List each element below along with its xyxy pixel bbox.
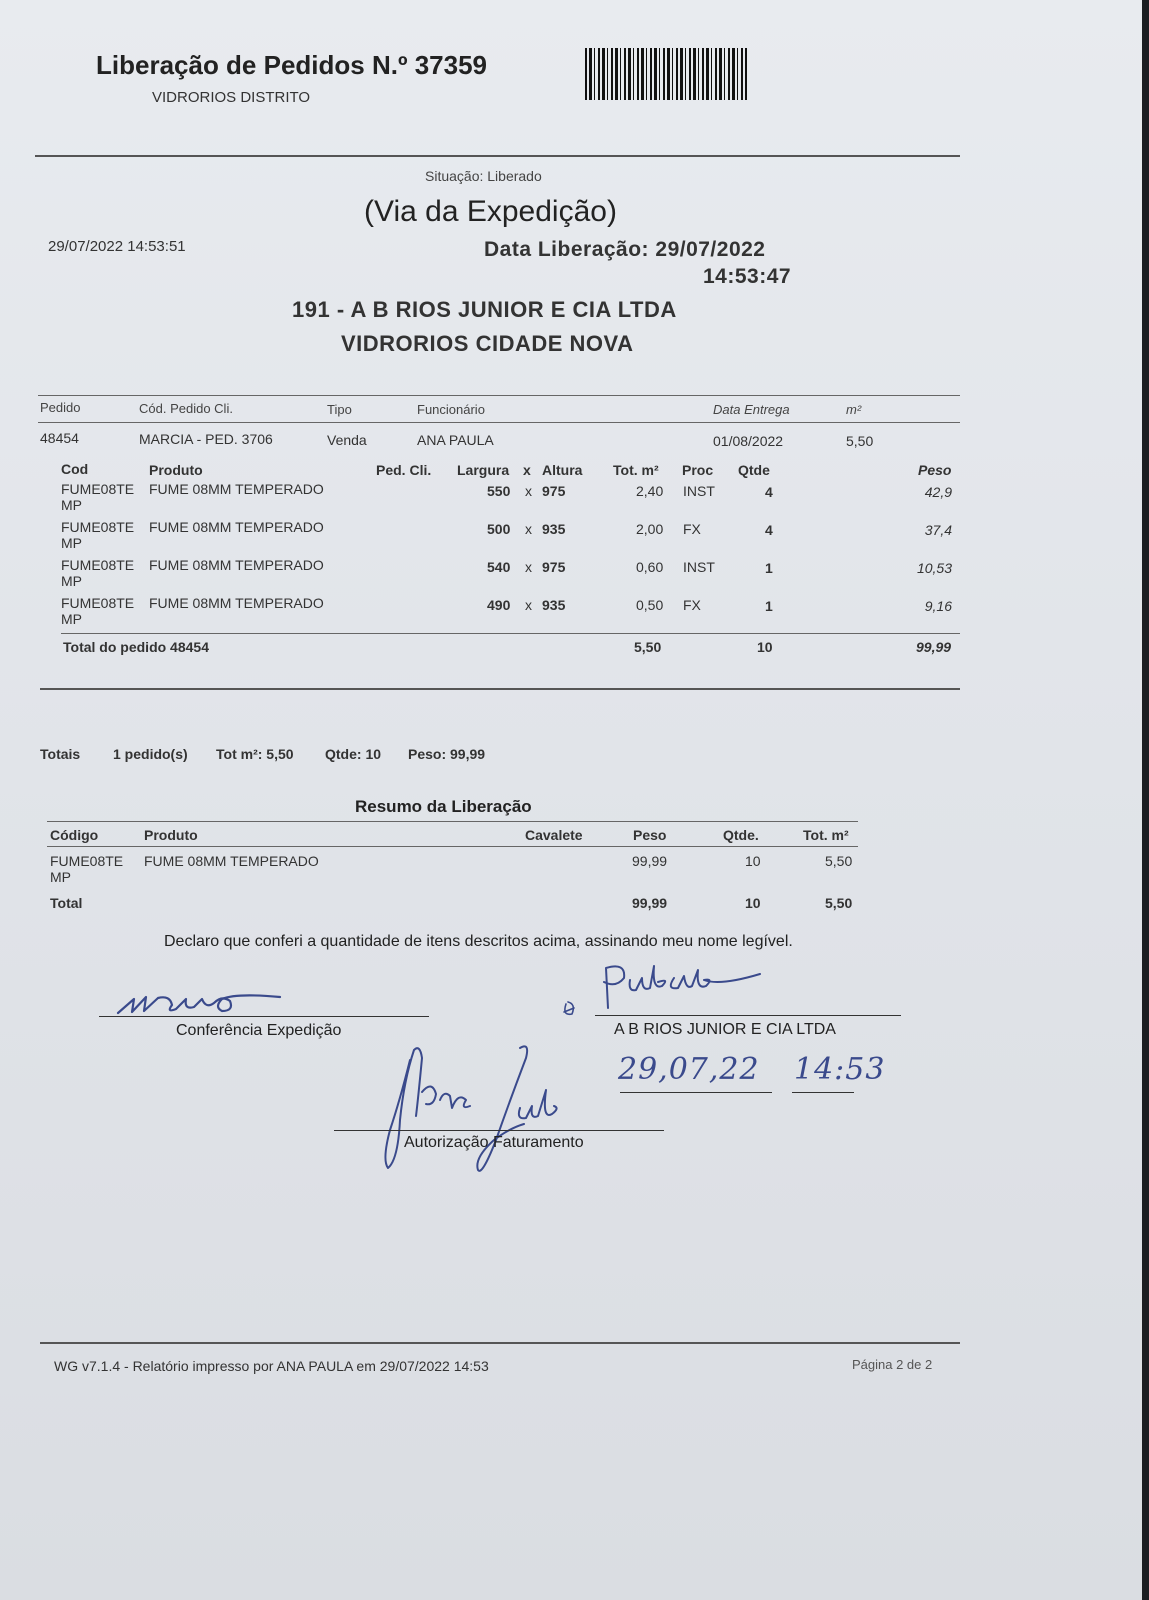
col-data-entrega: Data Entrega [713, 402, 790, 417]
item-produto: FUME 08MM TEMPERADO [149, 595, 324, 611]
col-pedido: Pedido [40, 400, 81, 415]
item-altura: 935 [542, 597, 566, 613]
item-qtde: 4 [765, 522, 773, 538]
order-total-m2: 5,50 [634, 639, 662, 655]
col-peso: Peso [918, 462, 952, 478]
item-x: x [525, 483, 532, 499]
divider [47, 821, 858, 822]
item-altura: 975 [542, 483, 566, 499]
item-x: x [525, 597, 532, 613]
item-proc: FX [683, 521, 701, 537]
order-tipo: Venda [327, 432, 367, 448]
barcode [585, 48, 747, 100]
signature-line [334, 1130, 664, 1131]
item-cod2: MP [61, 611, 82, 627]
summary-col-peso: Peso [633, 827, 667, 843]
col-tot-m2: Tot. m² [613, 462, 659, 478]
divider [47, 846, 858, 847]
print-datetime: 29/07/2022 14:53:51 [48, 238, 186, 255]
totals-m2: Tot m²: 5,50 [216, 746, 294, 762]
summary-produto: FUME 08MM TEMPERADO [144, 853, 319, 869]
col-altura: Altura [542, 462, 583, 478]
divider [61, 633, 960, 634]
client-signature-label: A B RIOS JUNIOR E CIA LTDA [614, 1021, 836, 1038]
item-tot-m2: 2,00 [636, 521, 664, 537]
document-title: Liberação de Pedidos N.º 37359 [96, 50, 487, 80]
order-funcionario: ANA PAULA [417, 432, 494, 448]
item-cod1: FUME08TE [61, 595, 135, 611]
declaration-text: Declaro que conferi a quantidade de itens descritos acima, assinando meu nome legível. [164, 933, 793, 950]
summary-total-qtde: 10 [745, 895, 761, 911]
col-cod-pedido-cli: Cód. Pedido Cli. [139, 401, 233, 416]
col-qtde: Qtde [738, 462, 770, 478]
divider [38, 422, 960, 423]
item-cod2: MP [61, 535, 82, 551]
order-pedido: 48454 [40, 430, 79, 446]
summary-col-cavalete: Cavalete [525, 827, 583, 843]
summary-qtde: 10 [745, 853, 761, 869]
item-produto: FUME 08MM TEMPERADO [149, 519, 324, 535]
signature-client [560, 960, 770, 1022]
item-largura: 500 [487, 521, 511, 537]
divider [38, 395, 960, 396]
summary-title: Resumo da Liberação [355, 797, 532, 816]
item-peso: 37,4 [924, 522, 952, 538]
item-produto: FUME 08MM TEMPERADO [149, 557, 324, 573]
col-x: x [523, 462, 531, 478]
item-x: x [525, 559, 532, 575]
item-proc: INST [683, 483, 715, 499]
totals-pedidos: 1 pedido(s) [113, 746, 188, 762]
divider [40, 688, 960, 690]
release-time: 14:53:47 [703, 265, 792, 288]
summary-peso: 99,99 [632, 853, 668, 869]
item-tot-m2: 0,50 [636, 597, 664, 613]
item-qtde: 4 [765, 484, 773, 500]
item-cod1: FUME08TE [61, 481, 135, 497]
autorizacao-label: Autorização Faturamento [404, 1134, 584, 1151]
item-tot-m2: 2,40 [636, 483, 664, 499]
order-data-entrega: 01/08/2022 [713, 433, 784, 449]
order-cod-pedido-cli: MARCIA - PED. 3706 [139, 431, 273, 447]
item-produto: FUME 08MM TEMPERADO [149, 481, 324, 497]
conferencia-label: Conferência Expedição [176, 1022, 342, 1039]
order-total-label: Total do pedido 48454 [63, 639, 209, 655]
item-cod2: MP [61, 497, 82, 513]
signature-line [99, 1016, 429, 1017]
item-altura: 935 [542, 521, 566, 537]
order-total-qtde: 10 [757, 639, 773, 655]
signature-conferencia [110, 985, 310, 1019]
via-label: (Via da Expedição) [364, 195, 617, 228]
item-cod1: FUME08TE [61, 519, 135, 535]
item-largura: 540 [487, 559, 511, 575]
item-altura: 975 [542, 559, 566, 575]
summary-cod2: MP [50, 869, 71, 885]
store-name: VIDRORIOS CIDADE NOVA [341, 331, 634, 356]
item-cod1: FUME08TE [61, 557, 135, 573]
footer-printed-by: WG v7.1.4 - Relatório impresso por ANA PAULA em 29/07/2022 14:53 [54, 1358, 489, 1374]
col-cod: Cod [61, 461, 89, 477]
footer-page: Página 2 de 2 [852, 1357, 933, 1372]
client-name: 191 - A B RIOS JUNIOR E CIA LTDA [292, 297, 677, 322]
handwritten-date: 29,07,22 [618, 1052, 760, 1087]
summary-col-tot-m2: Tot. m² [803, 827, 849, 843]
item-cod2: MP [61, 573, 82, 589]
order-m2: 5,50 [846, 433, 874, 449]
item-qtde: 1 [765, 598, 773, 614]
item-peso: 9,16 [924, 598, 952, 614]
item-peso: 42,9 [924, 484, 952, 500]
totals-peso: Peso: 99,99 [408, 746, 486, 762]
summary-total-peso: 99,99 [632, 895, 668, 911]
summary-col-qtde: Qtde. [723, 827, 759, 843]
handwritten-time: 14:53 [794, 1052, 886, 1087]
item-qtde: 1 [765, 560, 773, 576]
status-label: Situação: Liberado [425, 168, 542, 184]
summary-tot-m2: 5,50 [825, 853, 853, 869]
item-proc: INST [683, 559, 715, 575]
signature-line [595, 1015, 901, 1016]
summary-total-label: Total [50, 895, 83, 911]
col-ped-cli: Ped. Cli. [376, 462, 432, 478]
item-largura: 490 [487, 597, 511, 613]
totals-label: Totais [40, 746, 81, 762]
col-funcionario: Funcionário [417, 402, 485, 417]
col-produto: Produto [149, 462, 203, 478]
date-underline [620, 1092, 772, 1093]
summary-total-tot-m2: 5,50 [825, 895, 853, 911]
item-peso: 10,53 [916, 560, 952, 576]
divider [40, 1342, 960, 1344]
totals-qtde: Qtde: 10 [325, 746, 382, 762]
summary-col-produto: Produto [144, 827, 198, 843]
signature-autorizacao [370, 1040, 590, 1180]
summary-col-codigo: Código [50, 827, 99, 843]
divider [35, 155, 960, 157]
document-subtitle: VIDRORIOS DISTRITO [152, 89, 311, 106]
summary-cod1: FUME08TE [50, 853, 124, 869]
item-tot-m2: 0,60 [636, 559, 664, 575]
col-tipo: Tipo [327, 402, 352, 417]
release-date: Data Liberação: 29/07/2022 [484, 238, 766, 261]
col-m2: m² [846, 402, 862, 417]
item-x: x [525, 521, 532, 537]
col-largura: Largura [457, 462, 510, 478]
time-underline [792, 1092, 854, 1093]
col-proc: Proc [682, 462, 714, 478]
item-largura: 550 [487, 483, 511, 499]
item-proc: FX [683, 597, 701, 613]
order-total-peso: 99,99 [916, 639, 952, 655]
